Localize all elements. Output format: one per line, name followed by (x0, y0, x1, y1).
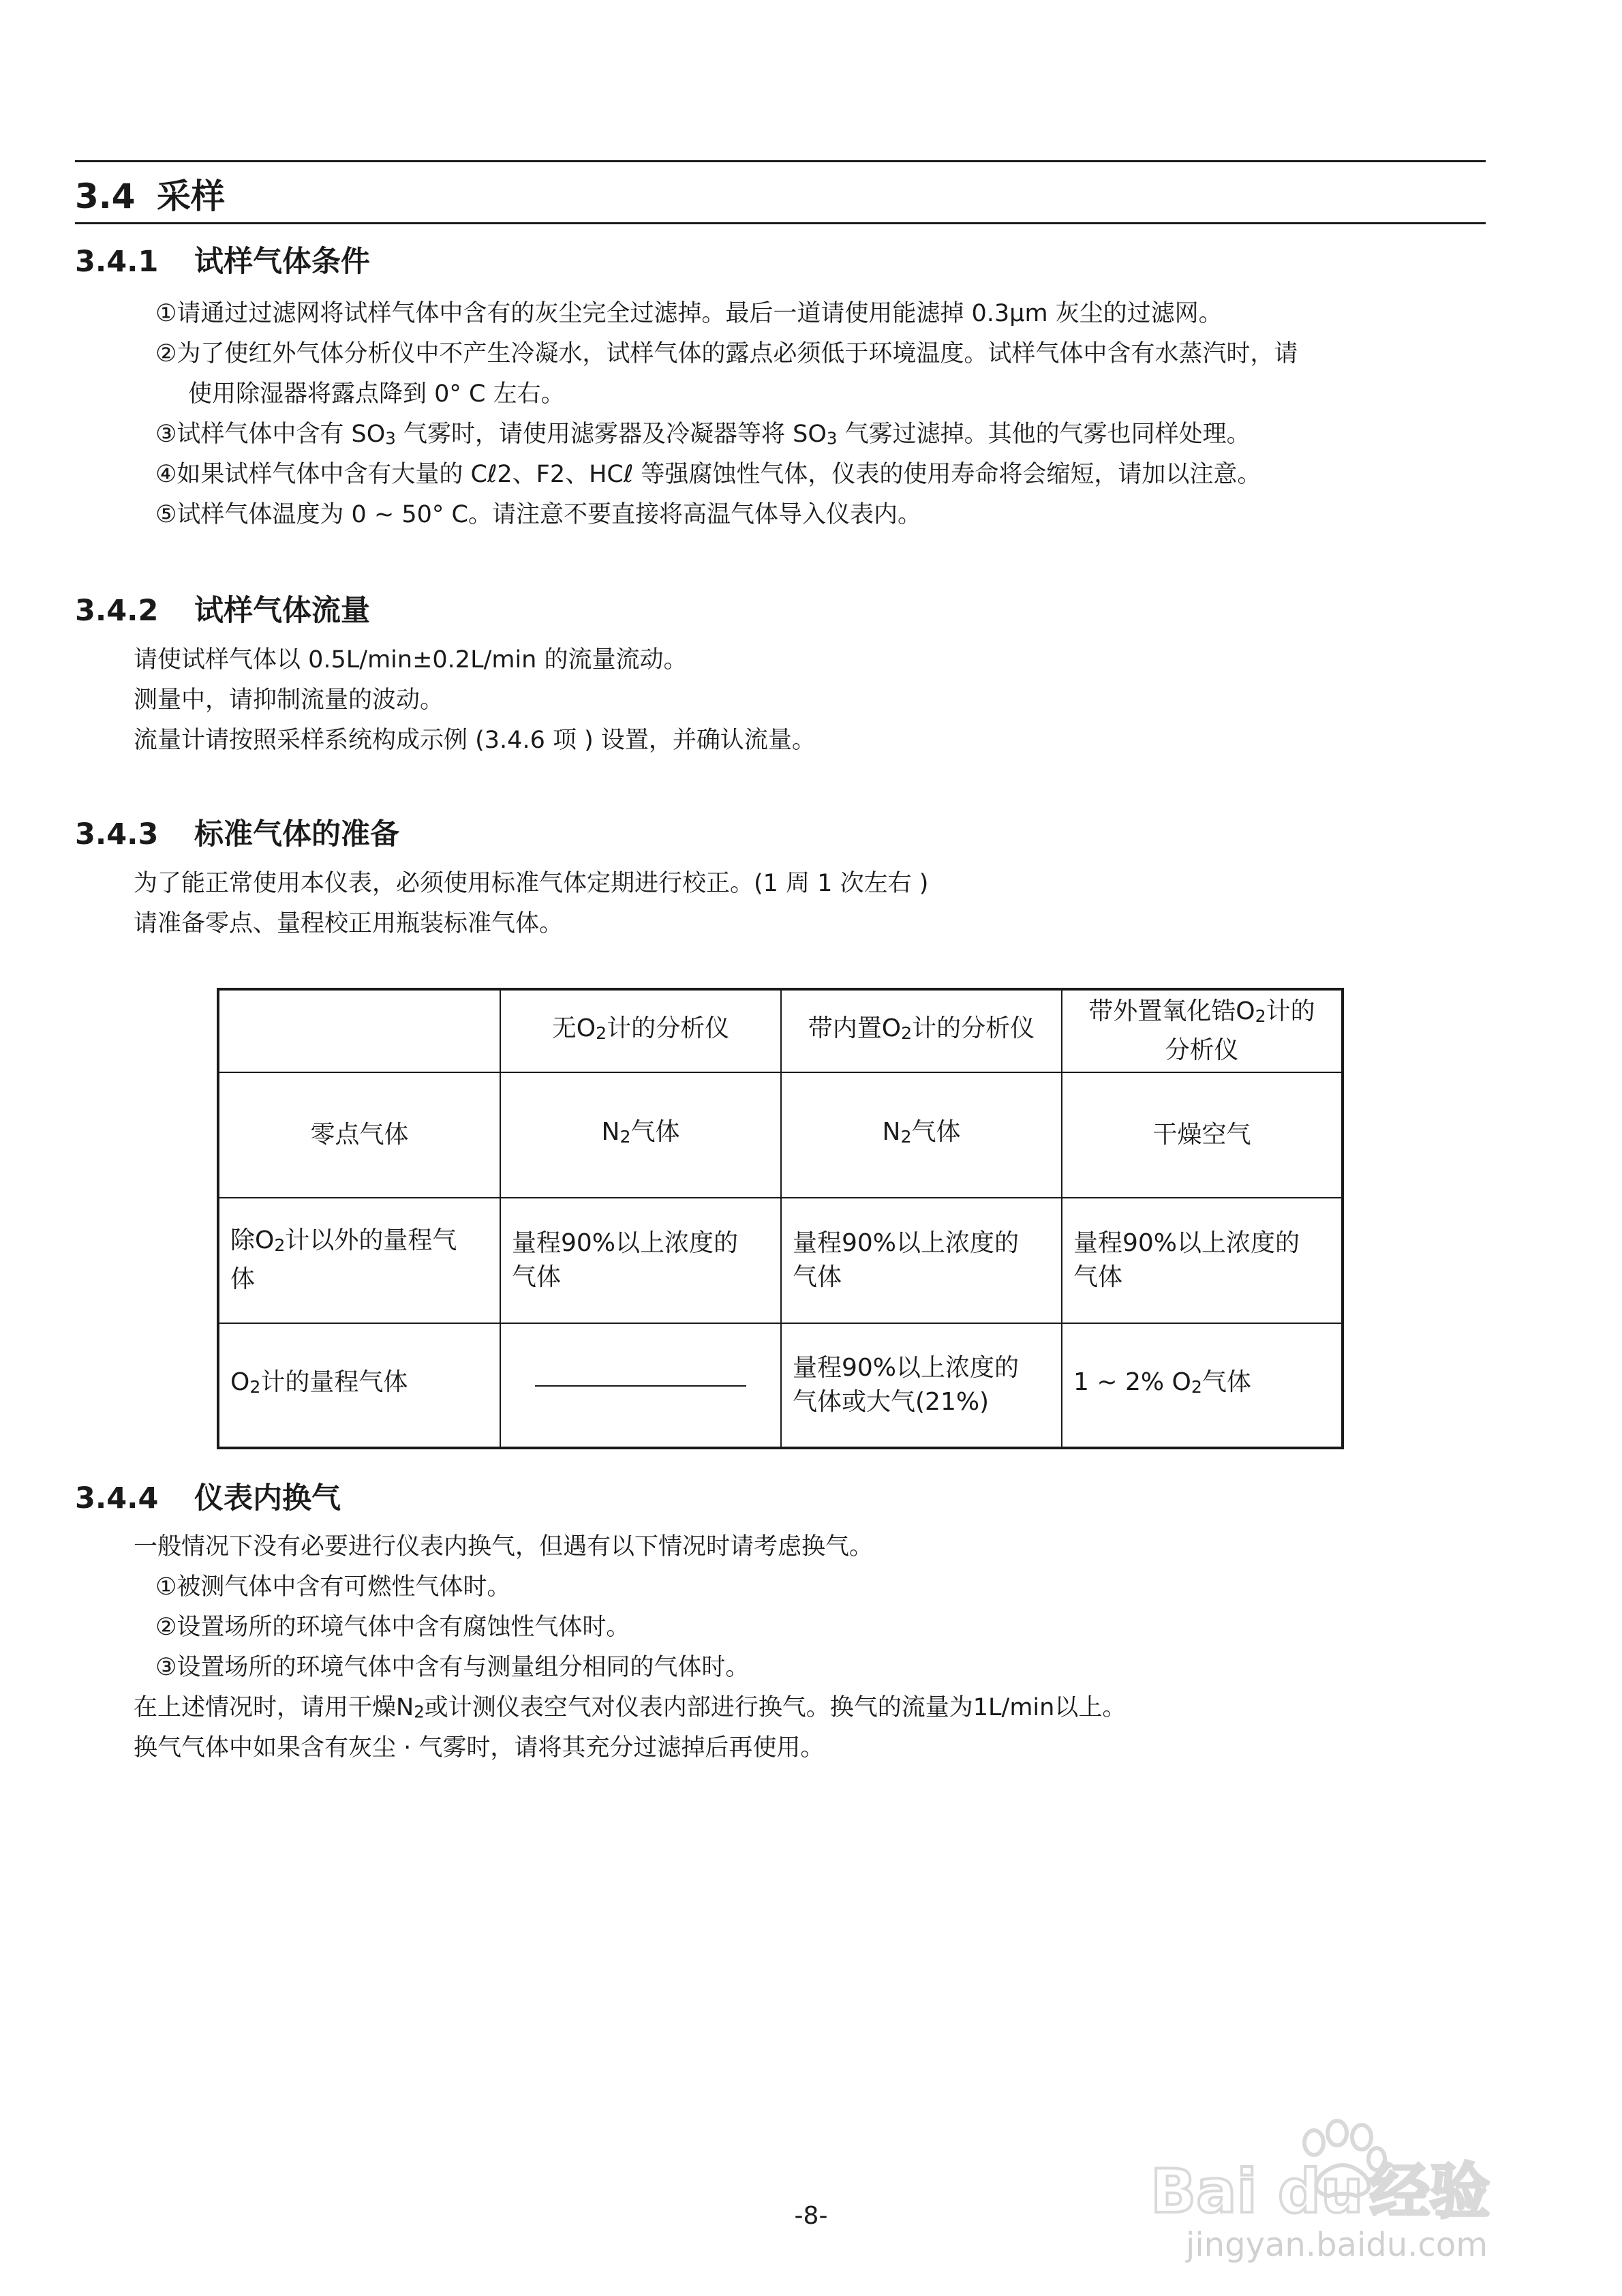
heading-text: 仪表内换气 (194, 1481, 341, 1515)
heading-number: 3.4.1 (75, 245, 159, 279)
cell-text: N (601, 1118, 620, 1147)
row-label: 零点气体 (218, 1072, 500, 1198)
cell-text: 分析仪 (1165, 1036, 1239, 1064)
section-rule (75, 222, 1486, 224)
subscript: 2 (619, 1127, 631, 1147)
cell-text: 量程90%以上浓度的 (793, 1228, 1020, 1257)
cell-text: N (882, 1118, 901, 1147)
item-mark: ⑤ (155, 501, 177, 528)
heading-number: 3.4.3 (75, 817, 159, 851)
svg-text:du: du (1278, 2156, 1364, 2226)
baidu-jingyan-watermark (1145, 2110, 1554, 2267)
cell-text: 量程90%以上浓度的 (793, 1353, 1020, 1382)
cell-text: 气体 (1202, 1368, 1251, 1397)
subscript: 2 (900, 1127, 912, 1147)
paragraph-line: 换气气体中如果含有灰尘 · 气雾时，请将其充分过滤掉后再使用。 (134, 1734, 825, 1762)
dash-line (535, 1385, 746, 1387)
list-item (155, 1572, 510, 1602)
standard-gas-table (217, 988, 1344, 1449)
cell-text: 带内置O (808, 1014, 902, 1042)
table-cell (500, 1072, 781, 1198)
item-text: 如果试样气体中含有大量的 Cℓ2、F2、HCℓ 等强腐蚀性气体，仪表的使用寿命将会缩短，请加以注意。 (177, 461, 1261, 488)
top-rule (75, 160, 1486, 162)
table-cell (500, 1198, 781, 1323)
paragraph-line: 请准备零点、量程校正用瓶装标准气体。 (134, 910, 564, 937)
paragraph-line: 请使试样气体以 0.5L/min±0.2L/min 的流量流动。 (134, 646, 688, 674)
item-text: 设置场所的环境气体中含有与测量组分相同的气体时。 (177, 1654, 750, 1681)
cell-text: 计的分析仪 (607, 1014, 730, 1042)
cell-text: 带外置氧化锆O (1088, 997, 1255, 1025)
subscript: 2 (1191, 1377, 1202, 1398)
watermark-url: jingyan.baidu.com (1186, 2226, 1488, 2264)
subscript: 3 (826, 428, 838, 449)
cell-text: 气体 (793, 1263, 842, 1291)
list-item (155, 459, 1261, 489)
cell-text: 计的分析仪 (912, 1014, 1035, 1042)
subscript: 2 (1255, 1006, 1266, 1026)
item-text-part: 气雾过滤掉。其他的气雾也同样处理。 (837, 421, 1251, 448)
table-cell (1062, 1198, 1343, 1323)
page-number: -8- (794, 2202, 828, 2230)
table-cell: 干燥空气 (1062, 1072, 1343, 1198)
table-header-cell (500, 989, 781, 1072)
row-label (218, 1198, 500, 1323)
table-cell (1062, 1323, 1343, 1448)
table-cell-not-applicable (500, 1323, 781, 1448)
section-number: 3.4 (75, 177, 136, 216)
item-text: 被测气体中含有可燃性气体时。 (177, 1573, 511, 1601)
item-text: 使用除湿器将露点降到 0° C 左右。 (188, 380, 565, 408)
item-mark: ② (155, 340, 177, 367)
item-text: 试样气体温度为 0 ~ 50° C。请注意不要直接将高温气体导入仪表内。 (177, 501, 921, 528)
cell-text: 计的 (1266, 997, 1315, 1025)
cell-text: 气体或大气(21%) (793, 1387, 990, 1416)
subscript: 2 (414, 1702, 425, 1722)
table-row (218, 1198, 1343, 1323)
subscript: 2 (596, 1023, 607, 1043)
paragraph-line: 一般情况下没有必要进行仪表内换气，但遇有以下情况时请考虑换气。 (134, 1533, 874, 1560)
text-part: 或计测仪表空气对仪表内部进行换气。换气的流量为1L/min以上。 (424, 1694, 1127, 1721)
subscript: 2 (274, 1235, 286, 1256)
item-mark: ③ (155, 421, 177, 448)
item-mark: ④ (155, 461, 177, 488)
subscript: 3 (385, 428, 396, 449)
heading-3-4-1 (75, 239, 370, 280)
table-cell (781, 1323, 1062, 1448)
item-mark: ① (155, 300, 177, 327)
item-text: 设置场所的环境气体中含有腐蚀性气体时。 (177, 1614, 630, 1641)
subscript: 2 (901, 1023, 913, 1043)
paragraph-line: 为了能正常使用本仪表，必须使用标准气体定期进行校正。(1 周 1 次左右 ) (134, 870, 929, 897)
cell-text: 气体 (630, 1118, 680, 1147)
heading-number: 3.4.2 (75, 594, 159, 628)
cell-text: 气体 (512, 1263, 562, 1291)
table-cell (781, 1072, 1062, 1198)
cell-text: 无O (551, 1014, 596, 1042)
cell-text: 量程90%以上浓度的 (512, 1228, 739, 1257)
cell-text: 计的量程气体 (260, 1368, 408, 1397)
table-header-cell (781, 989, 1062, 1072)
paragraph-line: 测量中，请抑制流量的波动。 (134, 686, 444, 714)
svg-text:Bai: Bai (1150, 2156, 1257, 2226)
table-cell-empty (218, 989, 500, 1072)
list-item-continuation (188, 379, 565, 409)
heading-text: 标准气体的准备 (194, 817, 399, 851)
table-cell (781, 1198, 1062, 1323)
list-item (155, 1652, 749, 1682)
item-mark: ③ (155, 1654, 177, 1681)
subscript: 2 (249, 1377, 261, 1398)
paragraph-line (134, 1693, 1126, 1727)
svg-text:经验: 经验 (1370, 2156, 1490, 2226)
heading-number: 3.4.4 (75, 1481, 159, 1515)
list-item (155, 419, 1251, 454)
cell-text: 计以外的量程气 (285, 1226, 457, 1255)
table-row (218, 1072, 1343, 1198)
list-item (155, 299, 1223, 329)
table-header-cell (1062, 989, 1343, 1072)
list-item (155, 500, 921, 530)
list-item (155, 1612, 630, 1642)
cell-text: 气体 (1073, 1263, 1123, 1291)
row-label (218, 1323, 500, 1448)
item-mark: ② (155, 1614, 177, 1641)
list-item (155, 339, 1298, 369)
cell-text: 量程90%以上浓度的 (1073, 1228, 1300, 1257)
cell-text: 气体 (911, 1118, 961, 1147)
item-text-part: 气雾时，请使用滤雾器及冷凝器等将 SO (395, 421, 827, 448)
cell-text: 体 (230, 1265, 256, 1294)
heading-text: 试样气体条件 (194, 245, 370, 279)
table-row (218, 1323, 1343, 1448)
text-part: 在上述情况时，请用干燥N (134, 1694, 414, 1721)
heading-3-4-3 (75, 811, 399, 853)
table-header-row (218, 989, 1343, 1072)
item-text-part: 试样气体中含有 SO (177, 421, 386, 448)
section-title (75, 169, 225, 218)
heading-3-4-4 (75, 1475, 341, 1517)
item-text: 请通过过滤网将试样气体中含有的灰尘完全过滤掉。最后一道请使用能滤掉 0.3μm 灰尘的过滤网。 (177, 300, 1223, 327)
section-title-text: 采样 (157, 177, 225, 216)
heading-3-4-2 (75, 588, 370, 629)
item-text: 为了使红外气体分析仪中不产生冷凝水，试样气体的露点必须低于环境温度。试样气体中含有水蒸汽时，请 (177, 340, 1298, 367)
heading-text: 试样气体流量 (194, 594, 370, 628)
paragraph-line: 流量计请按照采样系统构成示例 (3.4.6 项 ) 设置，并确认流量。 (134, 727, 816, 754)
cell-text: O (230, 1368, 250, 1397)
item-mark: ① (155, 1573, 177, 1601)
cell-text: 除O (230, 1226, 275, 1255)
cell-text: 1 ~ 2% O (1073, 1368, 1191, 1397)
